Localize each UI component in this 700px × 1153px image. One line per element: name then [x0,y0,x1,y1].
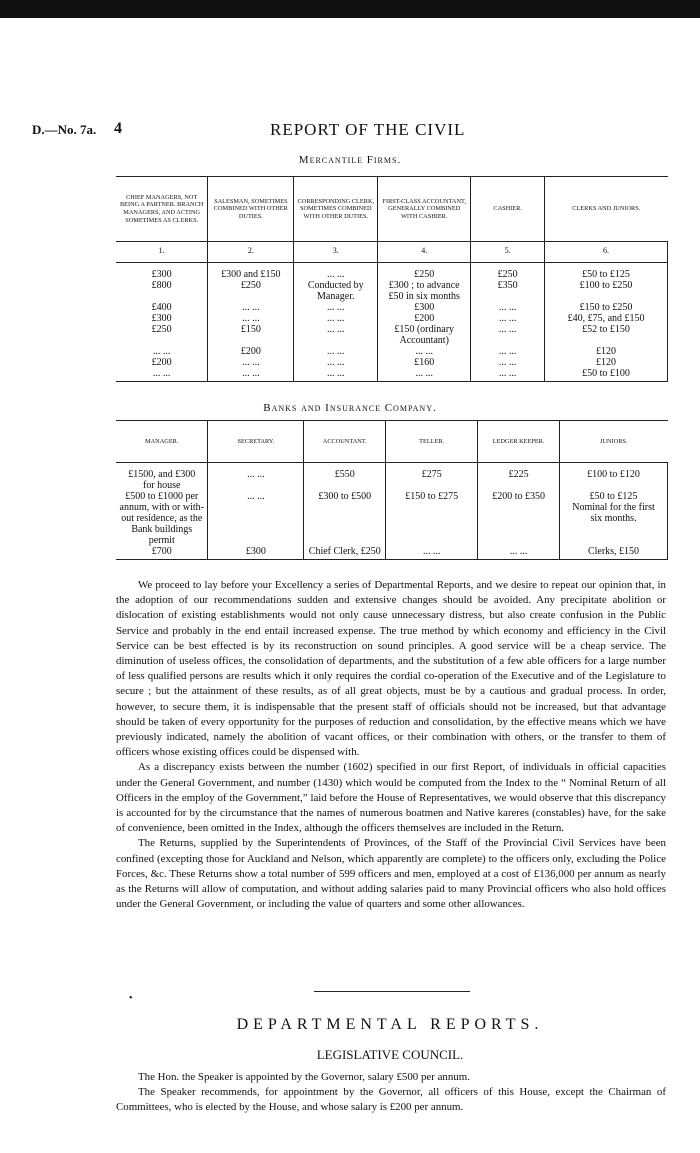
cell-line: ... ... [327,269,345,280]
cell-line: annum, with or with- [119,502,204,513]
cell-line [389,513,474,524]
cell-line: £300 [151,269,172,280]
cell-line: £120 [596,357,617,368]
mercantile-firms-table [116,176,668,382]
cell-line: for house [142,480,181,491]
cell-line: ... ... [327,313,345,324]
cell-line [563,524,664,535]
cell-line [548,291,664,302]
legislative-council-text [116,1070,666,1115]
col-header-accountant: ACCOUNTANT. [304,421,386,463]
cell-line: £200 [151,357,172,368]
departmental-reports-heading: DEPARTMENTAL REPORTS. [236,1016,544,1033]
cell-line: ... ... [498,346,517,357]
col-header-accountant: FIRST-CLASS ACCOUNTANT, GENERALLY COMBINED WITH CASHIER. [378,177,471,242]
cell-line [211,335,290,346]
col-header-salesman: SALESMAN, SOMETIMES COMBINED WITH OTHER DUTIES. [208,177,294,242]
cell-line [211,524,300,535]
cell-line: Conducted by [307,280,364,291]
cell-line: £100 to £120 [587,469,640,480]
cell-line: £50 to £125 [589,491,638,502]
col-header-manager: MANAGER. [116,421,208,463]
col-number: 3. [294,242,378,263]
cell-line [211,502,300,513]
cell-line: £150 (ordinary [394,324,455,335]
cell-line: ... ... [498,368,517,379]
cell-line: £250 [151,324,172,335]
cell-line: £225 [508,469,529,480]
cell-line: £50 to £125 [582,269,630,280]
cell-line: £300 ; to advance [388,280,460,291]
cell-line [481,502,556,513]
cell-line [481,535,556,546]
banks-col-6 [560,463,668,560]
cell-line: six months. [590,513,637,524]
mercantile-firms-heading: Mercantile Firms. [298,154,402,166]
cell-line: ... ... [327,324,345,335]
cell-line [563,480,664,491]
cell-line [211,291,290,302]
cell-line: ... ... [415,346,433,357]
col-number: 6. [545,242,668,263]
cell-line: £400 [151,302,172,313]
cell-line: ... ... [509,546,528,557]
cell-line: £200 [240,346,261,357]
stray-mark: • [129,993,133,1004]
cell-line: £120 [596,346,617,357]
cell-line: ... ... [415,368,433,379]
cell-line [307,535,382,546]
cell-line [548,335,664,346]
col-header-cashier: CASHIER. [471,177,545,242]
cell-line [211,513,300,524]
col-header-ledger-keeper: LEDGER KEEPER. [478,421,560,463]
cell-line: ... ... [327,302,345,313]
cell-line: £50 in six months [388,291,460,302]
cell-line [297,335,374,346]
cell-line: £160 [414,357,435,368]
cell-line: £200 [414,313,435,324]
col-number: 5. [471,242,545,263]
cell-line [481,480,556,491]
cell-line [389,524,474,535]
mercantile-col-1 [116,263,208,382]
cell-line: ... ... [152,346,171,357]
cell-line [119,291,204,302]
banks-col-4 [386,463,478,560]
cell-line: £800 [151,280,172,291]
cell-line: £300 to £500 [318,491,372,502]
col-number: 4. [378,242,471,263]
cell-line: ... ... [242,302,260,313]
cell-line [307,524,382,535]
cell-line: Bank buildings [131,524,193,535]
col-header-teller: TELLER. [386,421,478,463]
running-title: REPORT OF THE CIVIL [270,120,466,139]
legislative-council-heading: LEGISLATIVE COUNCIL. [316,1047,464,1062]
cell-line: £150 to £275 [405,491,459,502]
cell-line: £300 and £150 [221,269,281,280]
mercantile-col-6 [545,263,668,382]
cell-line: £300 [151,313,172,324]
cell-line [211,480,300,491]
cell-line [119,335,204,346]
mercantile-col-2 [208,263,294,382]
paragraph-speaker-appointment: The Hon. the Speaker is appointed by the Governor, salary £500 per annum. [138,1071,470,1083]
cell-line: Chief Clerk, £250 [308,546,381,557]
cell-line: ... ... [247,469,265,480]
cell-line: £350 [497,280,518,291]
mercantile-col-3 [294,263,378,382]
cell-line: £150 [240,324,261,335]
cell-line: Accountant) [399,335,449,346]
cell-line: £500 to £1000 per [125,491,199,502]
paragraph-returns: The Returns, supplied by the Superintendents of Provinces, of the Staff of the Provincial Civil Services have been confined (excepting those for Auckland and Nelson, which apparently are complete) to the officers only, excluding the Police Forces, &c. These Returns show a total number of 599 officers and men, employed at a cost of £136,000 per annum as nearly as the Returns will allow of computation, and without adding salaries paid to many Provincial officers who also hold offices under the General Government, or including the value of quarters and some other allowances. [116,837,666,911]
cell-line [211,535,300,546]
report-body [116,578,666,912]
cell-line: ... ... [247,491,265,502]
cell-line [474,335,541,346]
cell-line: £1500, and £300 [128,469,196,480]
cell-line [389,480,474,491]
cell-line: ... ... [498,357,517,368]
cell-line: £275 [421,469,442,480]
col-header-corresponding-clerk: CORRESPONDING CLERK, SOMETIMES COMBINED WITH OTHER DUTIES. [294,177,378,242]
cell-line: ... ... [498,313,517,324]
cell-line: out residence, as the [121,513,203,524]
cell-line: ... ... [327,357,345,368]
cell-line: ... ... [422,546,441,557]
mercantile-col-4 [378,263,471,382]
page-header [0,120,700,142]
col-number: 1. [116,242,208,263]
col-header-chief-managers: CHIEF MANAGERS, NOT BEING A PARTNER. BRANCH MANAGERS, AND ACTING SOMETIMES AS CLERKS. [116,177,208,242]
document-number: D.—No. 7a. [32,122,97,137]
col-header-secretary: SECRETARY. [208,421,304,463]
col-header-juniors: JUNIORS. [560,421,668,463]
cell-line: £550 [334,469,355,480]
cell-line [474,291,541,302]
cell-line: £300 [245,546,266,557]
cell-line [481,513,556,524]
cell-line: ... ... [498,324,517,335]
col-header-clerks-juniors: CLERKS AND JUNIORS. [545,177,668,242]
cell-line: Clerks, £150 [587,546,640,557]
cell-line: ... ... [242,368,260,379]
cell-line: £700 [151,546,172,557]
paragraph-discrepancy: As a discrepancy exists between the number (1602) specified in our first Report, of individuals in official capacities under the General Government, and number (1430) which would be computed from the Index to the “ Nominal Return of all Officers in the employ of the Government,” laid before the House of Representatives, we would observe that this discrepancy is accounted for by the circumstance that the names of numerous boatmen and Native kareres (constables) have, for the sake of convenience, been omitted in the Index, although the officers themselves are included in the Return. [116,761,666,835]
cell-line [389,502,474,513]
page-top-edge [0,0,700,18]
banks-col-3 [304,463,386,560]
mercantile-col-5 [471,263,545,382]
cell-line: £250 [497,269,518,280]
banks-insurance-table [116,420,668,560]
cell-line: £200 to £350 [492,491,545,502]
cell-line [563,535,664,546]
cell-line [307,513,382,524]
cell-line: ... ... [498,302,517,313]
banks-insurance-heading: Banks and Insurance Company. [263,402,437,414]
cell-line: ... ... [242,313,260,324]
cell-line: £300 [414,302,435,313]
page-number: 4 [114,120,122,137]
cell-line: permit [148,535,175,546]
paragraph-speaker-recommends: The Speaker recommends, for appointment by the Governor, all officers of this House, except the Chairman of Committees, who is elected by the House, and whose salary is £200 per annum. [116,1086,666,1113]
cell-line: £100 to £250 [579,280,633,291]
cell-line [389,535,474,546]
cell-line: £50 to £100 [582,368,630,379]
banks-col-5 [478,463,560,560]
cell-line: ... ... [242,357,260,368]
cell-line [307,502,382,513]
cell-line [307,480,382,491]
paragraph-proceed: We proceed to lay before your Excellency a series of Departmental Reports, and we desire to repeat our opinion that, in the adoption of our recommendations sudden and extensive changes should be avoided. Any precipitate abolition or dislocation of existing establishments would not only cause unnecessary distress, but also create confusion in the Public Service and probably in the end entail increased expense. The true method by which economy and efficiency in the Civil Service can be best effected is by its reconstruction on sound principles. A good service will be a cheap service. The diminution of useless offices, the consolidation of departments, and the substitution of a few able officers for a large number of less qualified persons are results which it only requires the cordial co-operation of the Executive and of the Legislature to secure ; but the attainment of these results, as of all great objects, must be by a cautious and gradual process. In order, however, to secure them, it is indispensable that the present staff of officials should not be increased, but that advantage should be taken of every opportunity for the purposes of reduction and consolidation, by the effective means which we have previously indicated, namely the abolition of vacant offices, or their combination with others, or the transfer to them of officers whose existing offices could be dispensed with. [116,579,666,759]
cell-line [481,524,556,535]
cell-line: ... ... [152,368,171,379]
cell-line: ... ... [327,346,345,357]
cell-line: £52 to £150 [582,324,630,335]
cell-line: Manager. [317,291,355,302]
cell-line: Nominal for the first [572,502,655,513]
cell-line: £150 to £250 [579,302,633,313]
section-divider [314,991,470,992]
cell-line: £250 [414,269,435,280]
cell-line: ... ... [327,368,345,379]
cell-line: £40, £75, and £150 [567,313,645,324]
col-number: 2. [208,242,294,263]
banks-col-1 [116,463,208,560]
cell-line: £250 [240,280,261,291]
banks-col-2 [208,463,304,560]
